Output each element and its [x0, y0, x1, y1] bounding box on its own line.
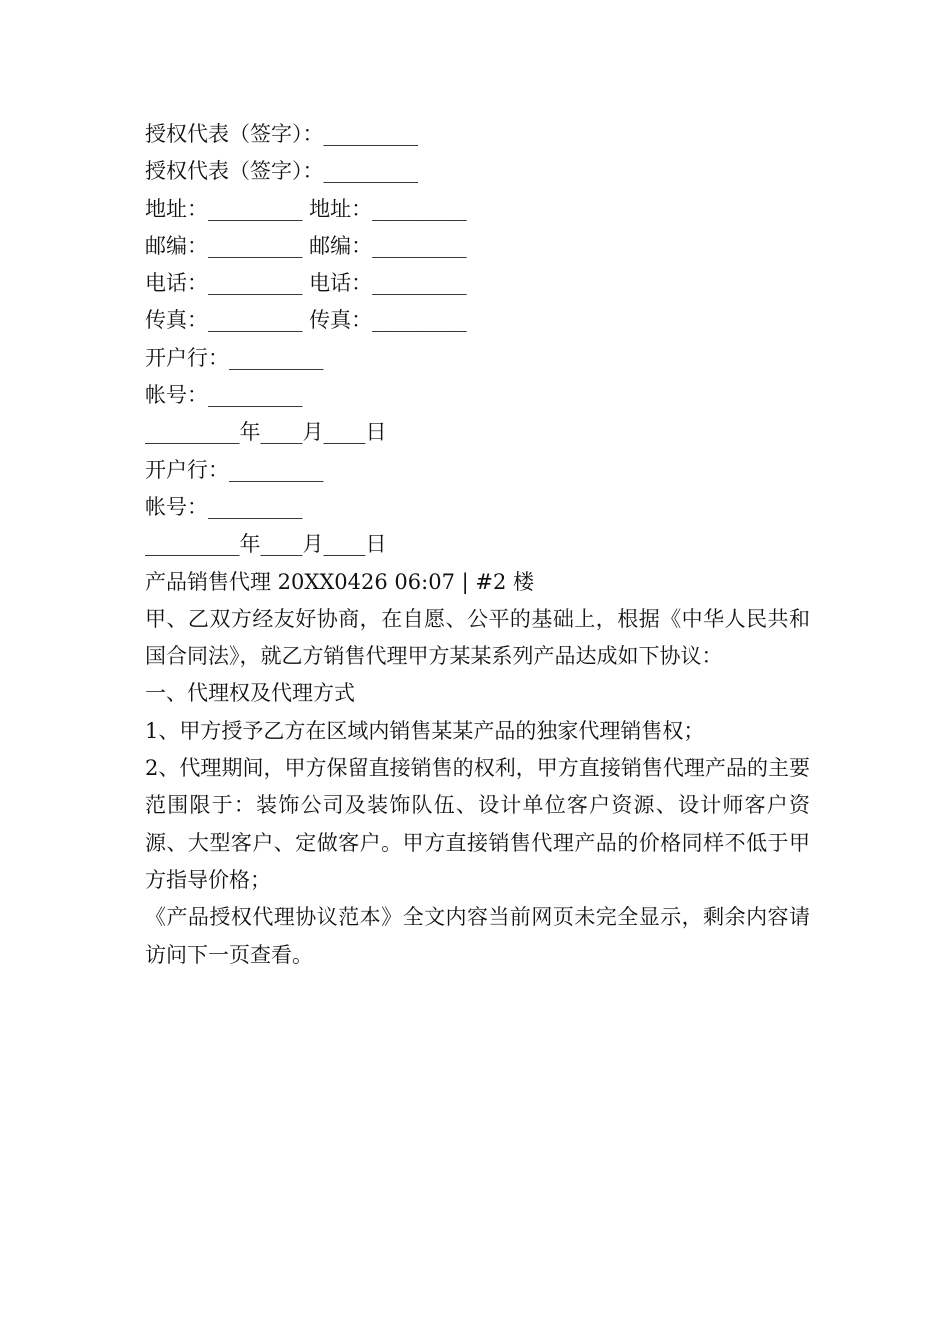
account-line-a: 帐号：_________	[145, 383, 303, 408]
continuation-notice: 《产品授权代理协议范本》全文内容当前网页未完全显示，剩余内容请访问下一页查看。	[145, 905, 810, 967]
signature-line-authorized-rep-a: 授权代表（签字）：_________	[145, 122, 418, 146]
clause-2: 2、代理期间，甲方保留直接销售的权利，甲方直接销售代理产品的主要范围限于：装饰公司及装饰队伍、设计单位客户资源、设计师客户资源、大型客户、定做客户。甲方直接销售代理产品的价格同样不低于甲方指导价格；	[145, 756, 810, 892]
section-heading-agency: 一、代理权及代理方式	[145, 681, 355, 706]
postcode-line: 邮编：_________ 邮编：_________	[145, 233, 467, 258]
fax-line: 传真：_________ 传真：_________	[145, 308, 467, 333]
account-line-b: 帐号：_________	[145, 494, 303, 519]
bank-line-b: 开户行：_________	[145, 457, 324, 482]
signature-line-authorized-rep-b: 授权代表（签字）：_________	[145, 159, 418, 184]
phone-line: 电话：_________ 电话：_________	[145, 271, 467, 296]
date-line-b: _________年____月____日	[145, 532, 387, 557]
document-body	[145, 116, 810, 974]
bank-line-a: 开户行：_________	[145, 345, 324, 370]
clause-1: 1、甲方授予乙方在区域内销售某某产品的独家代理销售权；	[145, 718, 705, 743]
intro-paragraph: 甲、乙双方经友好协商，在自愿、公平的基础上，根据《中华人民共和国合同法》，就乙方销售代理甲方某某系列产品达成如下协议：	[145, 606, 810, 669]
post-header-line: 产品销售代理 20XX0426 06:07 | #2 楼	[145, 569, 534, 594]
address-line: 地址：_________ 地址：_________	[145, 196, 467, 221]
date-line-a: _________年____月____日	[145, 420, 387, 445]
